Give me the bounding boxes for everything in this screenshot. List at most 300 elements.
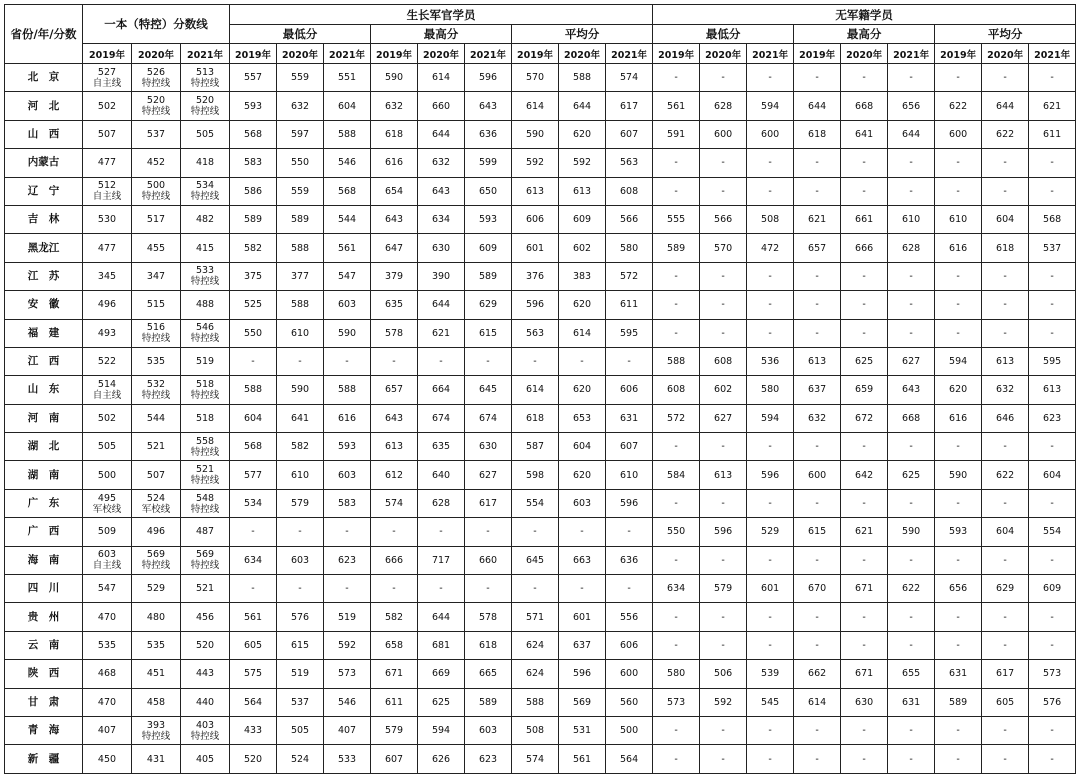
cutoff-score: 535 bbox=[97, 640, 117, 651]
military-score-cell: 570 bbox=[512, 64, 559, 92]
military-score-cell: 635 bbox=[371, 291, 418, 319]
military-score-cell: 611 bbox=[606, 291, 653, 319]
military-score-cell: 578 bbox=[371, 319, 418, 347]
civilian-score-cell: 655 bbox=[888, 660, 935, 688]
civilian-score-cell: - bbox=[794, 716, 841, 744]
cutoff-score: 515 bbox=[146, 299, 166, 311]
cutoff-score: 393 bbox=[146, 719, 166, 731]
cutoff-cell bbox=[132, 575, 181, 603]
cutoff-type: 特控线 bbox=[141, 730, 171, 742]
cutoff-cell bbox=[132, 433, 181, 461]
military-average-header: 平均分 bbox=[512, 25, 653, 44]
civilian-score-cell: 670 bbox=[794, 575, 841, 603]
military-score-cell: 604 bbox=[230, 404, 277, 432]
cutoff-score: 534 bbox=[195, 180, 215, 192]
civilian-score-cell: - bbox=[841, 546, 888, 574]
cutoff-score: 470 bbox=[97, 696, 117, 708]
military-score-cell: 627 bbox=[465, 461, 512, 489]
military-score-cell: - bbox=[559, 518, 606, 546]
cutoff-cell bbox=[132, 120, 181, 148]
cutoff-type: 特控线 bbox=[190, 106, 220, 118]
civilian-score-cell: 600 bbox=[935, 120, 982, 148]
cutoff-score: 347 bbox=[146, 270, 166, 282]
admission-score-table bbox=[4, 4, 1076, 774]
province-cell: 贵 州 bbox=[5, 603, 83, 631]
military-score-cell: 390 bbox=[418, 262, 465, 290]
civilian-score-cell: 580 bbox=[747, 376, 794, 404]
military-score-cell: 588 bbox=[277, 234, 324, 262]
military-score-cell: - bbox=[512, 518, 559, 546]
cutoff-type: 自主线 bbox=[92, 77, 122, 89]
table-row bbox=[5, 404, 1076, 432]
military-score-cell: 636 bbox=[465, 120, 512, 148]
civilian-score-cell: - bbox=[794, 149, 841, 177]
military-score-cell: 660 bbox=[465, 546, 512, 574]
civilian-score-cell: - bbox=[1029, 433, 1076, 461]
military-score-cell: 614 bbox=[512, 92, 559, 120]
civilian-score-cell: - bbox=[747, 716, 794, 744]
civilian-score-cell: - bbox=[747, 319, 794, 347]
civilian-score-cell: - bbox=[747, 546, 794, 574]
province-cell: 海 南 bbox=[5, 546, 83, 574]
civilian-score-cell: 608 bbox=[700, 347, 747, 375]
military-score-cell: 590 bbox=[371, 64, 418, 92]
cutoff-score: 509 bbox=[97, 526, 117, 538]
civilian-score-cell: - bbox=[888, 319, 935, 347]
military-score-cell: 631 bbox=[606, 404, 653, 432]
table-row bbox=[5, 205, 1076, 233]
military-score-cell: 674 bbox=[418, 404, 465, 432]
cutoff-score: 477 bbox=[97, 242, 117, 254]
civilian-score-cell: - bbox=[888, 177, 935, 205]
cutoff-cell bbox=[132, 716, 181, 744]
military-score-cell: 559 bbox=[277, 64, 324, 92]
cutoff-type: 特控线 bbox=[190, 77, 220, 89]
cutoff-type: 特控线 bbox=[141, 191, 171, 203]
civilian-score-cell: 593 bbox=[935, 518, 982, 546]
cutoff-score: 514 bbox=[97, 378, 117, 390]
military-score-cell: 559 bbox=[277, 177, 324, 205]
cutoff-score: 516 bbox=[146, 322, 166, 334]
table-row bbox=[5, 461, 1076, 489]
cutoff-score: 547 bbox=[97, 583, 117, 595]
civilian-average-header: 平均分 bbox=[935, 25, 1076, 44]
year-header: 2020年 bbox=[277, 44, 324, 64]
military-score-cell: 537 bbox=[277, 688, 324, 716]
civilian-score-cell: 536 bbox=[747, 347, 794, 375]
civilian-score-cell: - bbox=[982, 603, 1029, 631]
civilian-score-cell: - bbox=[653, 433, 700, 461]
civilian-score-cell: 629 bbox=[982, 575, 1029, 603]
cutoff-score: 418 bbox=[195, 157, 215, 169]
cutoff-cell bbox=[83, 433, 132, 461]
military-score-cell: 563 bbox=[512, 319, 559, 347]
civilian-score-cell: 661 bbox=[841, 205, 888, 233]
province-cell: 河 北 bbox=[5, 92, 83, 120]
military-score-cell: 597 bbox=[277, 120, 324, 148]
province-cell: 云 南 bbox=[5, 631, 83, 659]
civilian-score-cell: 613 bbox=[982, 347, 1029, 375]
cutoff-score: 546 bbox=[195, 322, 215, 334]
corner-header: 省份/年/分数 bbox=[5, 5, 83, 64]
cutoff-score: 535 bbox=[146, 640, 166, 651]
military-score-cell: - bbox=[418, 347, 465, 375]
military-score-cell: 660 bbox=[418, 92, 465, 120]
civilian-score-cell: - bbox=[1029, 716, 1076, 744]
military-score-cell: 551 bbox=[324, 64, 371, 92]
cutoff-cell bbox=[83, 376, 132, 404]
cutoff-type: 特控线 bbox=[190, 333, 220, 345]
military-score-cell: 647 bbox=[371, 234, 418, 262]
civilian-score-cell: - bbox=[935, 546, 982, 574]
military-score-cell: 602 bbox=[559, 234, 606, 262]
military-score-cell: 634 bbox=[418, 205, 465, 233]
civilian-score-cell: 613 bbox=[700, 461, 747, 489]
cutoff-score: 517 bbox=[146, 214, 166, 226]
cutoff-score: 470 bbox=[97, 611, 117, 623]
cutoff-score: 451 bbox=[146, 668, 166, 680]
civilian-score-cell: 608 bbox=[653, 376, 700, 404]
military-score-cell: 569 bbox=[559, 688, 606, 716]
civilian-score-cell: - bbox=[841, 291, 888, 319]
military-score-cell: - bbox=[512, 347, 559, 375]
table-row bbox=[5, 149, 1076, 177]
civilian-score-cell: 620 bbox=[935, 376, 982, 404]
year-header: 2020年 bbox=[132, 44, 181, 64]
civilian-score-cell: 580 bbox=[653, 660, 700, 688]
province-cell: 辽 宁 bbox=[5, 177, 83, 205]
cutoff-score: 415 bbox=[195, 242, 215, 254]
military-score-cell: 546 bbox=[324, 688, 371, 716]
cutoff-score: 477 bbox=[97, 157, 117, 169]
military-score-cell: - bbox=[606, 575, 653, 603]
cutoff-score: 495 bbox=[97, 492, 117, 504]
year-header: 2019年 bbox=[83, 44, 132, 64]
military-score-cell: 615 bbox=[277, 631, 324, 659]
table-row bbox=[5, 347, 1076, 375]
cutoff-score: 526 bbox=[146, 66, 166, 78]
year-header: 2021年 bbox=[465, 44, 512, 64]
year-header: 2020年 bbox=[418, 44, 465, 64]
civilian-score-cell: - bbox=[747, 603, 794, 631]
civilian-score-cell: - bbox=[794, 745, 841, 773]
cutoff-score: 455 bbox=[146, 242, 166, 254]
civilian-score-cell: 632 bbox=[982, 376, 1029, 404]
year-header: 2019年 bbox=[512, 44, 559, 64]
year-header: 2021年 bbox=[606, 44, 653, 64]
military-score-cell: - bbox=[559, 575, 606, 603]
military-score-cell: 588 bbox=[230, 376, 277, 404]
military-score-cell: 611 bbox=[371, 688, 418, 716]
cutoff-type: 特控线 bbox=[190, 446, 220, 458]
military-score-cell: 614 bbox=[418, 64, 465, 92]
military-score-cell: - bbox=[230, 347, 277, 375]
military-score-cell: 588 bbox=[277, 291, 324, 319]
military-score-cell: 618 bbox=[465, 631, 512, 659]
civilian-score-cell: - bbox=[700, 319, 747, 347]
civilian-score-cell: 584 bbox=[653, 461, 700, 489]
cutoff-score: 518 bbox=[195, 378, 215, 390]
cutoff-cell bbox=[132, 546, 181, 574]
military-score-cell: 586 bbox=[230, 177, 277, 205]
military-score-cell: 592 bbox=[512, 149, 559, 177]
military-score-cell: 632 bbox=[371, 92, 418, 120]
civilian-score-cell: 666 bbox=[841, 234, 888, 262]
cutoff-cell bbox=[132, 518, 181, 546]
cutoff-score: 603 bbox=[97, 549, 117, 561]
cutoff-cell bbox=[132, 177, 181, 205]
military-score-cell: 588 bbox=[559, 64, 606, 92]
civilian-score-cell: - bbox=[888, 291, 935, 319]
civilian-score-cell: - bbox=[653, 262, 700, 290]
cutoff-cell bbox=[132, 745, 181, 773]
military-score-cell: 603 bbox=[324, 461, 371, 489]
year-header: 2020年 bbox=[700, 44, 747, 64]
civilian-score-cell: - bbox=[888, 262, 935, 290]
civilian-score-cell: - bbox=[1029, 262, 1076, 290]
cutoff-type: 自主线 bbox=[92, 191, 122, 203]
civilian-score-cell: 622 bbox=[982, 120, 1029, 148]
military-score-cell: 603 bbox=[465, 716, 512, 744]
military-score-cell: 618 bbox=[371, 120, 418, 148]
cutoff-cell bbox=[181, 404, 230, 432]
cutoff-score: 480 bbox=[146, 611, 166, 623]
civilian-score-cell: - bbox=[653, 631, 700, 659]
military-score-cell: 583 bbox=[324, 489, 371, 517]
civilian-score-cell: - bbox=[982, 631, 1029, 659]
cutoff-score: 487 bbox=[195, 526, 215, 538]
cutoff-type: 自主线 bbox=[92, 389, 122, 401]
province-cell: 内蒙古 bbox=[5, 149, 83, 177]
civilian-score-cell: 594 bbox=[747, 404, 794, 432]
cutoff-score: 507 bbox=[97, 128, 117, 140]
civilian-score-cell: 621 bbox=[1029, 92, 1076, 120]
military-score-cell: 589 bbox=[465, 688, 512, 716]
year-header: 2020年 bbox=[982, 44, 1029, 64]
civilian-score-cell: 605 bbox=[982, 688, 1029, 716]
military-score-cell: 590 bbox=[277, 376, 324, 404]
table-header bbox=[5, 5, 1076, 64]
cutoff-cell bbox=[181, 376, 230, 404]
cutoff-score: 431 bbox=[146, 753, 166, 765]
military-score-cell: 574 bbox=[512, 745, 559, 773]
military-score-cell: 598 bbox=[512, 461, 559, 489]
civilian-score-cell: - bbox=[841, 149, 888, 177]
military-score-cell: 632 bbox=[418, 149, 465, 177]
military-score-cell: - bbox=[606, 347, 653, 375]
cutoff-type: 特控线 bbox=[141, 333, 171, 345]
cutoff-cell bbox=[181, 347, 230, 375]
civilian-score-cell: - bbox=[1029, 631, 1076, 659]
civilian-score-cell: - bbox=[982, 262, 1029, 290]
civilian-score-cell: 627 bbox=[700, 404, 747, 432]
civilian-score-cell: - bbox=[935, 291, 982, 319]
civilian-score-cell: - bbox=[982, 546, 1029, 574]
military-lowest-header: 最低分 bbox=[230, 25, 371, 44]
table-row bbox=[5, 688, 1076, 716]
military-score-cell: 618 bbox=[512, 404, 559, 432]
military-score-cell: 717 bbox=[418, 546, 465, 574]
cutoff-score: 500 bbox=[97, 469, 117, 481]
military-score-cell: 623 bbox=[465, 745, 512, 773]
civilian-score-cell: - bbox=[841, 745, 888, 773]
military-score-cell: 624 bbox=[512, 631, 559, 659]
civilian-score-cell: - bbox=[794, 489, 841, 517]
cutoff-group-header: 一本（特控）分数线 bbox=[83, 5, 230, 44]
civilian-score-cell: - bbox=[653, 489, 700, 517]
cutoff-type: 特控线 bbox=[141, 106, 171, 118]
military-score-cell: 603 bbox=[277, 546, 324, 574]
military-score-cell: 610 bbox=[606, 461, 653, 489]
civilian-score-cell: 588 bbox=[653, 347, 700, 375]
civilian-score-cell: - bbox=[982, 433, 1029, 461]
cutoff-cell bbox=[83, 660, 132, 688]
military-score-cell: 550 bbox=[230, 319, 277, 347]
civilian-score-cell: 609 bbox=[1029, 575, 1076, 603]
cutoff-cell bbox=[181, 433, 230, 461]
cutoff-score: 502 bbox=[97, 100, 117, 112]
civilian-score-cell: 613 bbox=[794, 347, 841, 375]
civilian-score-cell: 604 bbox=[1029, 461, 1076, 489]
cutoff-cell bbox=[181, 546, 230, 574]
civilian-score-cell: 579 bbox=[700, 575, 747, 603]
civilian-score-cell: - bbox=[747, 489, 794, 517]
military-score-cell: 577 bbox=[230, 461, 277, 489]
table-row bbox=[5, 489, 1076, 517]
civilian-score-cell: 539 bbox=[747, 660, 794, 688]
year-header: 2019年 bbox=[935, 44, 982, 64]
province-cell: 四 川 bbox=[5, 575, 83, 603]
civilian-score-cell: - bbox=[841, 433, 888, 461]
civilian-score-cell: 622 bbox=[982, 461, 1029, 489]
cutoff-cell bbox=[83, 92, 132, 120]
civilian-score-cell: 550 bbox=[653, 518, 700, 546]
civilian-score-cell: 618 bbox=[982, 234, 1029, 262]
cutoff-score: 521 bbox=[195, 464, 215, 476]
military-score-cell: 666 bbox=[371, 546, 418, 574]
civilian-score-cell: 659 bbox=[841, 376, 888, 404]
military-score-cell: - bbox=[465, 347, 512, 375]
cutoff-score: 544 bbox=[146, 412, 166, 424]
civilian-score-cell: 646 bbox=[982, 404, 1029, 432]
military-score-cell: - bbox=[324, 518, 371, 546]
cutoff-score: 524 bbox=[146, 492, 166, 504]
cutoff-score: 496 bbox=[146, 526, 166, 538]
cutoff-type: 特控线 bbox=[141, 389, 171, 401]
military-score-cell: 376 bbox=[512, 262, 559, 290]
military-score-cell: 596 bbox=[559, 660, 606, 688]
cutoff-cell bbox=[181, 319, 230, 347]
civilian-score-cell: - bbox=[935, 489, 982, 517]
civilian-score-cell: - bbox=[700, 546, 747, 574]
cutoff-cell bbox=[132, 319, 181, 347]
cutoff-cell bbox=[181, 575, 230, 603]
civilian-score-cell: - bbox=[888, 149, 935, 177]
civilian-score-cell: 630 bbox=[841, 688, 888, 716]
year-header: 2020年 bbox=[559, 44, 606, 64]
military-score-cell: 620 bbox=[559, 376, 606, 404]
province-cell: 江 西 bbox=[5, 347, 83, 375]
civilian-score-cell: - bbox=[982, 745, 1029, 773]
civilian-score-cell: 604 bbox=[982, 205, 1029, 233]
civilian-score-cell: 554 bbox=[1029, 518, 1076, 546]
civilian-score-cell: - bbox=[935, 177, 982, 205]
province-cell: 山 东 bbox=[5, 376, 83, 404]
military-score-cell: 564 bbox=[606, 745, 653, 773]
cutoff-cell bbox=[132, 234, 181, 262]
cutoff-score: 535 bbox=[146, 356, 166, 368]
cutoff-score: 500 bbox=[146, 180, 166, 192]
military-score-cell: 608 bbox=[606, 177, 653, 205]
military-score-cell: 613 bbox=[371, 433, 418, 461]
year-header: 2021年 bbox=[181, 44, 230, 64]
military-score-cell: - bbox=[230, 518, 277, 546]
cutoff-cell bbox=[181, 149, 230, 177]
cutoff-cell bbox=[181, 716, 230, 744]
military-score-cell: 407 bbox=[324, 716, 371, 744]
cutoff-cell bbox=[181, 688, 230, 716]
civilian-score-cell: 657 bbox=[794, 234, 841, 262]
military-score-cell: 572 bbox=[606, 262, 653, 290]
civilian-score-cell: - bbox=[653, 546, 700, 574]
civilian-score-cell: - bbox=[794, 603, 841, 631]
military-score-cell: 624 bbox=[512, 660, 559, 688]
military-score-cell: - bbox=[606, 518, 653, 546]
civilian-score-cell: - bbox=[935, 64, 982, 92]
civilian-score-cell: 644 bbox=[888, 120, 935, 148]
civilian-score-cell: 594 bbox=[747, 92, 794, 120]
cutoff-score: 456 bbox=[195, 611, 215, 623]
cutoff-type: 特控线 bbox=[190, 276, 220, 288]
province-cell: 青 海 bbox=[5, 716, 83, 744]
civilian-score-cell: - bbox=[747, 262, 794, 290]
cutoff-score: 530 bbox=[97, 214, 117, 226]
military-score-cell: 613 bbox=[559, 177, 606, 205]
cutoff-cell bbox=[132, 461, 181, 489]
province-cell: 广 东 bbox=[5, 489, 83, 517]
civilian-score-cell: 566 bbox=[700, 205, 747, 233]
table-row bbox=[5, 433, 1076, 461]
civilian-score-cell: 621 bbox=[841, 518, 888, 546]
military-score-cell: 645 bbox=[512, 546, 559, 574]
cutoff-score: 513 bbox=[195, 66, 215, 78]
cutoff-cell bbox=[83, 234, 132, 262]
cutoff-type: 特控线 bbox=[190, 730, 220, 742]
province-cell: 广 西 bbox=[5, 518, 83, 546]
civilian-score-cell: 656 bbox=[935, 575, 982, 603]
cutoff-score: 521 bbox=[146, 441, 166, 453]
civilian-score-cell: 625 bbox=[888, 461, 935, 489]
military-score-cell: 612 bbox=[371, 461, 418, 489]
civilian-score-cell: - bbox=[935, 262, 982, 290]
table-row bbox=[5, 716, 1076, 744]
table-row bbox=[5, 92, 1076, 120]
military-score-cell: - bbox=[371, 518, 418, 546]
civilian-score-cell: - bbox=[888, 546, 935, 574]
military-score-cell: 635 bbox=[418, 433, 465, 461]
cutoff-cell bbox=[181, 177, 230, 205]
civilian-score-cell: 628 bbox=[700, 92, 747, 120]
civilian-score-cell: - bbox=[841, 603, 888, 631]
civilian-score-cell: - bbox=[1029, 319, 1076, 347]
table-row bbox=[5, 603, 1076, 631]
military-score-cell: 626 bbox=[418, 745, 465, 773]
cutoff-type: 特控线 bbox=[190, 191, 220, 203]
civilian-score-cell: 572 bbox=[653, 404, 700, 432]
civilian-highest-header: 最高分 bbox=[794, 25, 935, 44]
table-row bbox=[5, 234, 1076, 262]
military-score-cell: 623 bbox=[324, 546, 371, 574]
